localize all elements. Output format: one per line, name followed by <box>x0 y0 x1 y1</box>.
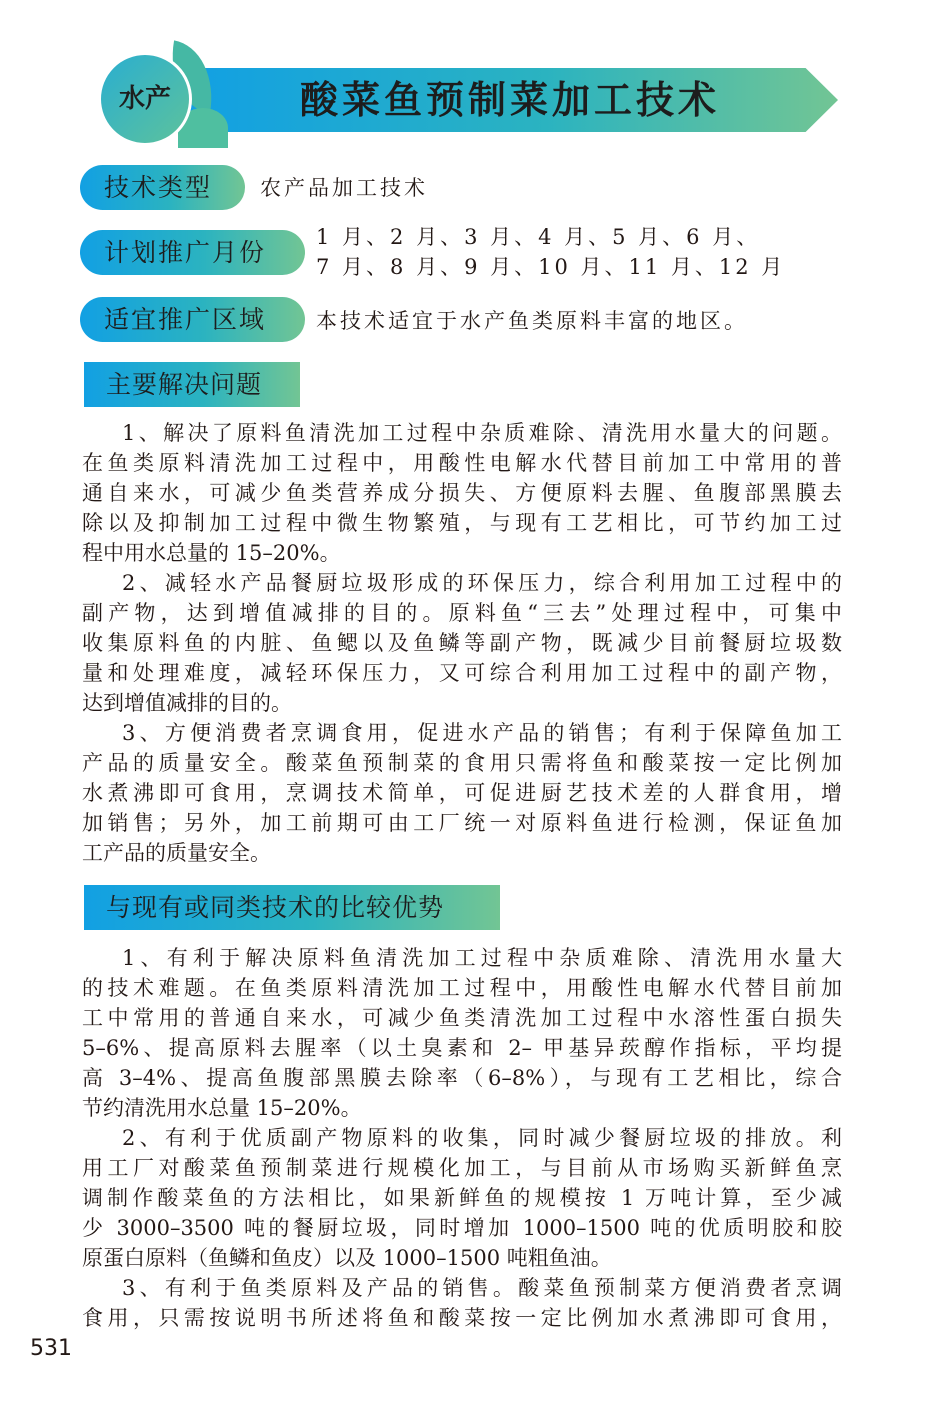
paragraph-line: 食用，只需按说明书所述将鱼和酸菜按一定比例加水煮沸即可食用， <box>82 1306 842 1330</box>
paragraph-line: 2、有利于优质副产物原料的收集，同时减少餐厨垃圾的排放。利 <box>122 1126 842 1150</box>
info-value-type: 农产品加工技术 <box>260 176 428 200</box>
paragraph-line: 3、有利于鱼类原料及产品的销售。酸菜鱼预制菜方便消费者烹调 <box>122 1276 842 1300</box>
paragraph-line: 少 3000–3500 吨的餐厨垃圾，同时增加 1000–1500 吨的优质明胶和胶 <box>82 1216 842 1240</box>
section-body-advantages <box>82 943 842 1333</box>
info-label-type: 技术类型 <box>80 165 245 210</box>
info-value-months-2: 7 月、8 月、9 月、10 月、11 月、12 月 <box>316 255 786 279</box>
paragraph-line: 用工厂对酸菜鱼预制菜进行规模化加工，与目前从市场购买新鲜鱼烹 <box>82 1156 842 1180</box>
paragraph-line: 原蛋白原料（鱼鳞和鱼皮）以及 1000–1500 吨粗鱼油。 <box>82 1246 612 1270</box>
paragraph-line: 水煮沸即可食用，烹调技术简单，可促进厨艺技术差的人群食用，增 <box>82 781 842 805</box>
paragraph-line: 节约清洗用水总量 15–20%。 <box>82 1096 362 1120</box>
info-value-region: 本技术适宜于水产鱼类原料丰富的地区。 <box>316 309 748 333</box>
paragraph-line: 通自来水，可减少鱼类营养成分损失、方便原料去腥、鱼腹部黑膜去 <box>82 481 842 505</box>
info-label-months: 计划推广月份 <box>80 230 305 275</box>
section-body-problems <box>82 418 842 868</box>
section-title-advantages: 与现有或同类技术的比较优势 <box>84 885 500 930</box>
paragraph-line: 在鱼类原料清洗加工过程中，用酸性电解水代替目前加工中常用的普 <box>82 451 842 475</box>
paragraph-line: 工中常用的普通自来水，可减少鱼类清洗加工过程中水溶性蛋白损失 <box>82 1006 842 1030</box>
paragraph-line: 3、方便消费者烹调食用，促进水产品的销售；有利于保障鱼加工 <box>122 721 842 745</box>
paragraph-line: 高 3–4%、提高鱼腹部黑膜去除率（6–8%），与现有工艺相比，综合 <box>82 1066 842 1090</box>
paragraph-line: 程中用水总量的 15–20%。 <box>82 541 341 565</box>
page-title: 酸菜鱼预制菜加工技术 <box>299 78 720 122</box>
paragraph-line: 2、减轻水产品餐厨垃圾形成的环保压力，综合利用加工过程中的 <box>122 571 842 595</box>
paragraph-line: 除以及抑制加工过程中微生物繁殖，与现有工艺相比，可节约加工过 <box>82 511 842 535</box>
paragraph-line: 1、有利于解决原料鱼清洗加工过程中杂质难除、清洗用水量大 <box>122 946 842 970</box>
info-label-region: 适宜推广区域 <box>80 297 305 342</box>
paragraph-line: 产品的质量安全。酸菜鱼预制菜的食用只需将鱼和酸菜按一定比例加 <box>82 751 842 775</box>
paragraph-line: 收集原料鱼的内脏、鱼鳃以及鱼鳞等副产物，既减少目前餐厨垃圾数 <box>82 631 842 655</box>
paragraph-line: 达到增值减排的目的。 <box>82 691 292 715</box>
paragraph-line: 的技术难题。在鱼类原料清洗加工过程中，用酸性电解水代替目前加 <box>82 976 842 1000</box>
paragraph-line: 加销售；另外，加工前期可由工厂统一对原料鱼进行检测，保证鱼加 <box>82 811 842 835</box>
paragraph-line: 量和处理难度，减轻环保压力，又可综合利用加工过程中的副产物， <box>82 661 842 685</box>
paragraph-line: 1、解决了原料鱼清洗加工过程中杂质难除、清洗用水量大的问题。 <box>122 421 842 445</box>
section-title-problems: 主要解决问题 <box>84 362 300 407</box>
category-label: 水产 <box>118 84 171 114</box>
paragraph-line: 工产品的质量安全。 <box>82 841 271 865</box>
paragraph-line: 5–6%、提高原料去腥率（以土臭素和 2– 甲基异莰醇作指标，平均提 <box>82 1036 842 1060</box>
page-number: 531 <box>30 1336 72 1361</box>
info-value-months-1: 1 月、2 月、3 月、4 月、5 月、6 月、 <box>316 225 761 249</box>
paragraph-line: 调制作酸菜鱼的方法相比，如果新鲜鱼的规模按 1 万吨计算，至少减 <box>82 1186 842 1210</box>
paragraph-line: 副产物，达到增值减排的目的。原料鱼“三去”处理过程中，可集中 <box>82 601 842 625</box>
